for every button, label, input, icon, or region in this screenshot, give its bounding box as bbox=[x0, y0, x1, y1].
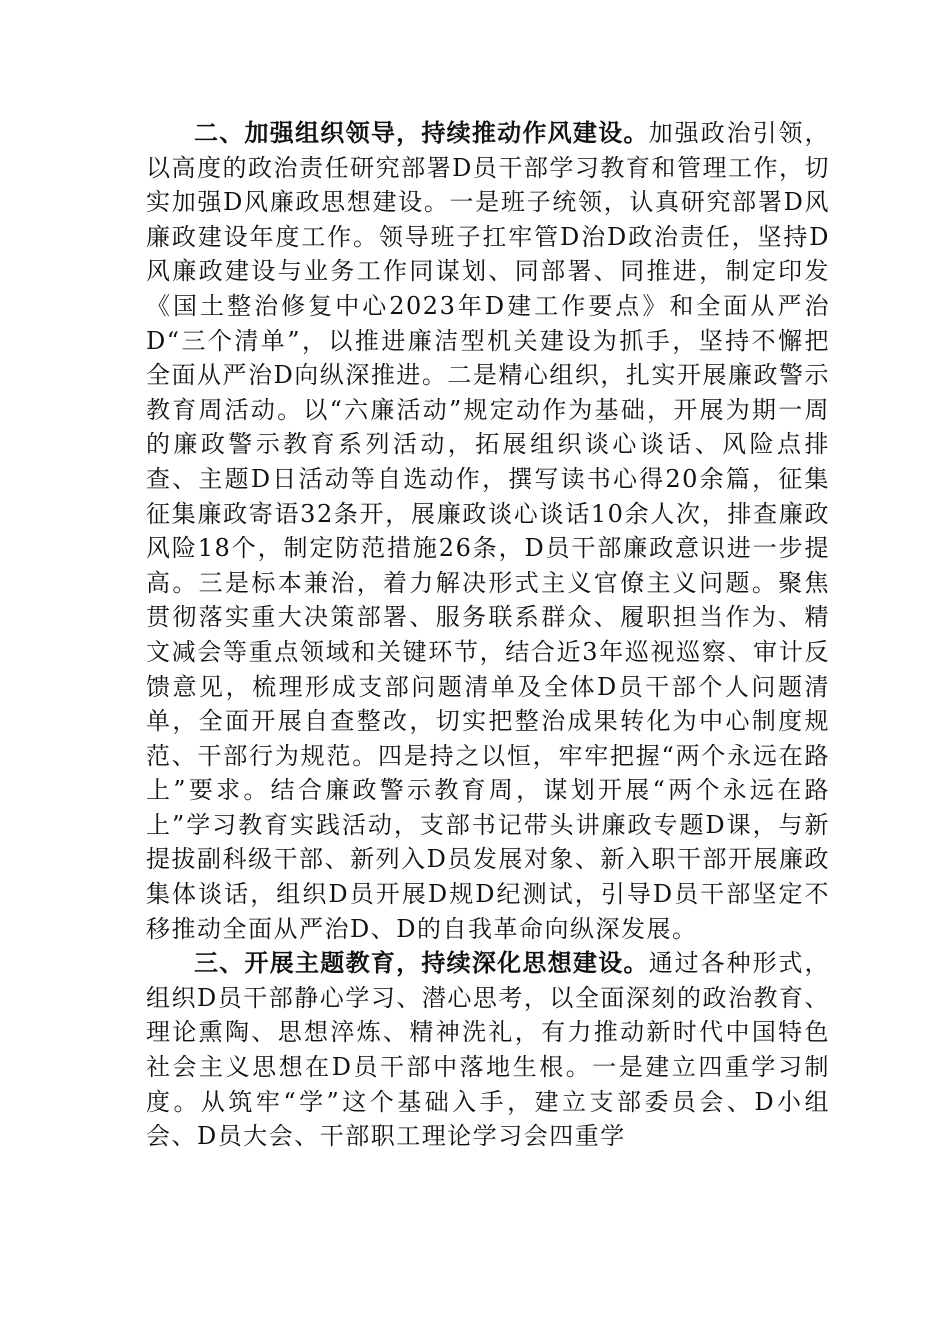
section-heading-3: 三、开展主题教育，持续深化思想建设。 bbox=[194, 949, 649, 978]
paragraph-theme-education bbox=[146, 946, 830, 1154]
section-heading-2: 二、加强组织领导，持续推动作风建设。 bbox=[194, 119, 649, 147]
paragraph-body: 通过各种形式，组织D员干部静心学习、潜心思考，以全面深刻的政治教育、理论熏陶、思想淬炼、精神洗礼，有力推动新时代中国特色社会主义思想在D员干部中落地生根。一是建立四重学习制度。从筑牢“学”这个基础入手，建立支部委员会、D小组会、D员大会、干部职工理论学习会四重学 bbox=[146, 949, 830, 1151]
paragraph-work-style bbox=[146, 116, 830, 946]
paragraph-body: 加强政治引领，以高度的政治责任研究部署D员干部学习教育和管理工作，切实加强D风廉政思想建设。一是班子统领，认真研究部署D风廉政建设年度工作。领导班子扛牢管D治D政治责任，坚持D风廉政建设与业务工作同谋划、同部署、同推进，制定印发《国土整治修复中心2023年D建工作要点》和全面从严治D“三个清单”，以推进廉洁型机关建设为抓手，坚持不懈把全面从严治D向纵深推进。二是精心组织，扎实开展廉政警示教育周活动。以“六廉活动”规定动作为基础，开展为期一周的廉政警示教育系列活动，拓展组织谈心谈话、风险点排查、主题D日活动等自选动作，撰写读书心得20余篇，征集征集廉政寄语32条开，展廉政谈心谈话10余人次，排查廉政风险18个，制定防范措施26条，D员干部廉政意识进一步提高。三是标本兼治，着力解决形式主义官僚主义问题。聚焦贯彻落实重大决策部署、服务联系群众、履职担当作为、精文减会等重点领域和关键环节，结合近3年巡视巡察、审计反馈意见，梳理形成支部问题清单及全体D员干部个人问题清单，全面开展自查整改，切实把整治成果转化为中心制度规范、干部行为规范。四是持之以恒，牢牢把握“两个永远在路上”要求。结合廉政警示教育周，谋划开展“两个永远在路上”学习教育实践活动，支部书记带头讲廉政专题D课，与新提拔副科级干部、新列入D员发展对象、新入职干部开展廉政集体谈话，组织D员开展D规D纪测试，引导D员干部坚定不移推动全面从严治D、D的自我革命向纵深发展。 bbox=[146, 119, 830, 943]
